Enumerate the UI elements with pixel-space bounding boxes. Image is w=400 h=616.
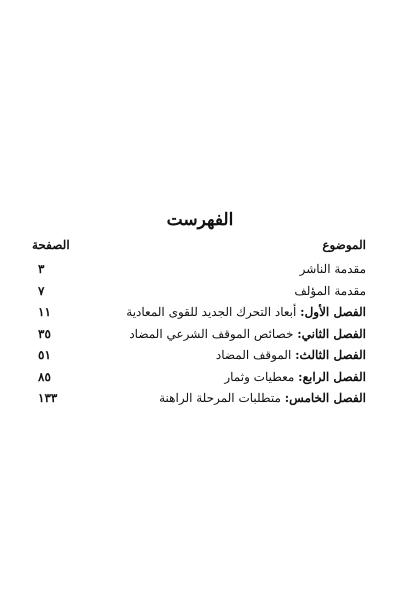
toc-row <box>32 370 366 392</box>
toc-list <box>32 262 366 413</box>
toc-entry-title: خصائص الموقف الشرعي المضاد <box>129 326 294 341</box>
toc-entry-text <box>129 327 366 341</box>
page-column-header: الصفحة <box>32 238 70 252</box>
toc-page-number: ١١ <box>38 305 51 319</box>
toc-entry-title: أبعاد التحرك الجديد للقوى المعادية <box>126 305 297 319</box>
toc-row <box>32 262 366 284</box>
toc-chapter-label: الفصل الرابع: <box>298 369 366 384</box>
toc-title: الفهرست <box>166 210 234 230</box>
toc-chapter-label: الفصل الثالث: <box>295 348 366 362</box>
toc-entry-text <box>159 391 366 405</box>
toc-page-number: ١٣٣ <box>38 391 58 405</box>
toc-page-number: ٥١ <box>38 348 51 362</box>
toc-chapter-label: الفصل الخامس: <box>284 391 366 405</box>
toc-page-number: ٧ <box>38 283 45 298</box>
toc-row <box>32 327 366 349</box>
toc-entry-title: متطلبات المرحلة الراهنة <box>159 391 281 405</box>
toc-page-number: ٣٥ <box>38 326 51 341</box>
toc-entry-title: معطيات وثمار <box>224 369 295 384</box>
toc-entry-text <box>300 262 366 276</box>
toc-entry-text <box>224 370 366 384</box>
toc-row <box>32 284 366 306</box>
toc-page-number: ٣ <box>38 262 45 276</box>
toc-chapter-label: الفصل الأول: <box>300 305 366 319</box>
toc-entry-text <box>294 284 366 298</box>
toc-row <box>32 305 366 327</box>
toc-entry-title: مقدمة المؤلف <box>294 283 366 298</box>
toc-entry-title: مقدمة الناشر <box>299 262 366 276</box>
toc-row <box>32 348 366 370</box>
topic-column-header: الموضوع <box>322 238 366 252</box>
toc-page-number: ٨٥ <box>38 369 51 384</box>
toc-header <box>32 238 366 256</box>
toc-entry-text <box>216 348 366 362</box>
toc-entry-text <box>126 305 366 319</box>
toc-entry-title: الموقف المضاد <box>215 348 292 362</box>
toc-row <box>32 391 366 413</box>
toc-chapter-label: الفصل الثاني: <box>297 326 366 341</box>
